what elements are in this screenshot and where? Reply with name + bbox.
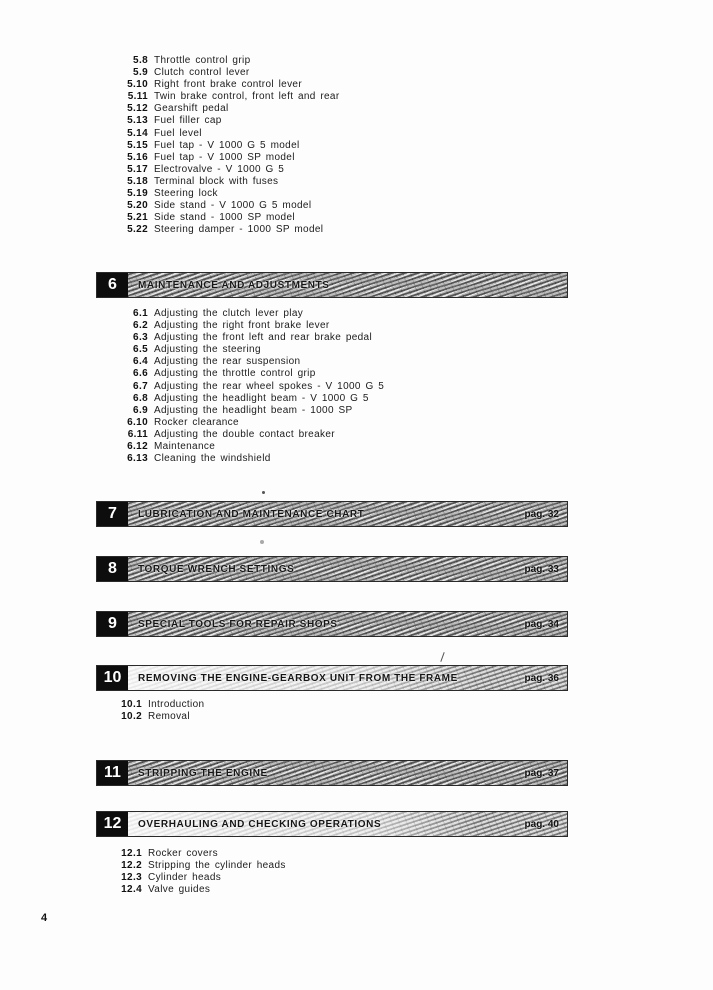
chapter-page-ref: pag. 32 bbox=[524, 508, 559, 520]
toc-entry-title: Side stand - 1000 SP model bbox=[154, 212, 295, 224]
scan-speck bbox=[260, 540, 264, 544]
toc-entry-title: Adjusting the steering bbox=[154, 344, 261, 356]
toc-entry-number: 12.1 bbox=[121, 848, 142, 859]
toc-entry bbox=[118, 308, 384, 320]
toc-entry bbox=[118, 381, 384, 393]
toc-entry-title: Adjusting the headlight beam - V 1000 G 5 bbox=[154, 392, 369, 404]
toc-entry-title: Steering damper - 1000 SP model bbox=[154, 224, 324, 236]
toc-entry-number: 10.2 bbox=[121, 711, 142, 723]
chapter-title: SPECIAL TOOLS FOR REPAIR SHOPS bbox=[138, 618, 338, 630]
toc-entry bbox=[112, 884, 286, 896]
toc-entry-number: 5.9 bbox=[133, 67, 148, 79]
toc-entry bbox=[118, 188, 340, 200]
toc-entry-title: Steering lock bbox=[154, 188, 218, 200]
chapter-number: 6 bbox=[97, 273, 128, 297]
toc-entry-title: Terminal block with fuses bbox=[154, 175, 279, 187]
section-10-list bbox=[112, 699, 204, 723]
chapter-page-ref: pag. 34 bbox=[524, 618, 559, 630]
toc-entry bbox=[118, 453, 384, 465]
chapter-number: 12 bbox=[97, 812, 128, 836]
toc-entry bbox=[118, 176, 340, 188]
toc-entry-number: 6.7 bbox=[133, 380, 148, 392]
page-number: 4 bbox=[41, 912, 48, 924]
scan-speck bbox=[262, 491, 265, 494]
chapter-title: LUBRICATION AND MAINTENANCE CHART bbox=[138, 508, 365, 520]
toc-entry bbox=[112, 860, 286, 872]
toc-entry-title: Fuel tap - V 1000 SP model bbox=[154, 151, 295, 163]
toc-entry-title: Rocker clearance bbox=[154, 416, 239, 428]
toc-entry-number: 5.17 bbox=[127, 163, 148, 175]
chapter-page-ref: pag. 40 bbox=[524, 818, 559, 830]
section-6-list bbox=[118, 308, 384, 465]
toc-entry-title: Valve guides bbox=[148, 884, 211, 896]
toc-entry bbox=[118, 344, 384, 356]
toc-entry-title: Adjusting the clutch lever play bbox=[154, 308, 304, 319]
toc-entry-title: Removal bbox=[148, 711, 190, 723]
toc-entry-title: Adjusting the throttle control grip bbox=[154, 368, 316, 380]
toc-entry bbox=[112, 872, 286, 884]
toc-entry-number: 6.11 bbox=[127, 428, 148, 440]
chapter-page-ref: pag. 33 bbox=[524, 563, 559, 575]
toc-entry-title: Fuel tap - V 1000 G 5 model bbox=[154, 139, 300, 151]
toc-entry bbox=[112, 699, 204, 711]
toc-entry-number: 10.1 bbox=[121, 699, 142, 710]
toc-entry-number: 12.3 bbox=[121, 872, 142, 884]
toc-entry bbox=[118, 55, 340, 67]
chapter-9-banner bbox=[96, 611, 568, 637]
toc-entry-number: 5.18 bbox=[127, 175, 148, 187]
toc-entry-number: 6.2 bbox=[133, 320, 148, 332]
toc-entry-number: 5.11 bbox=[127, 91, 148, 103]
toc-entry-number: 6.4 bbox=[133, 356, 148, 368]
toc-entry bbox=[118, 417, 384, 429]
chapter-title: OVERHAULING AND CHECKING OPERATIONS bbox=[138, 818, 382, 830]
toc-entry-title: Adjusting the rear suspension bbox=[154, 356, 301, 368]
chapter-title: STRIPPING THE ENGINE bbox=[138, 767, 268, 779]
chapter-number: 7 bbox=[97, 502, 128, 526]
toc-entry bbox=[118, 368, 384, 380]
toc-entry bbox=[118, 152, 340, 164]
toc-entry-title: Cleaning the windshield bbox=[154, 453, 271, 465]
chapter-title-bar bbox=[128, 612, 567, 636]
toc-entry bbox=[112, 848, 286, 860]
toc-entry bbox=[118, 140, 340, 152]
chapter-title-bar bbox=[128, 812, 567, 836]
chapter-number: 8 bbox=[97, 557, 128, 581]
toc-entry bbox=[118, 115, 340, 127]
toc-entry bbox=[118, 405, 384, 417]
chapter-number: 9 bbox=[97, 612, 128, 636]
chapter-title-bar bbox=[128, 761, 567, 785]
toc-entry-number: 6.6 bbox=[133, 368, 148, 380]
toc-entry-title: Adjusting the front left and rear brake pedal bbox=[154, 332, 373, 344]
toc-entry bbox=[118, 320, 384, 332]
toc-entry-title: Adjusting the headlight beam - 1000 SP bbox=[154, 404, 353, 416]
toc-entry-number: 6.1 bbox=[133, 308, 148, 319]
toc-entry-title: Maintenance bbox=[154, 441, 216, 453]
toc-entry-title: Stripping the cylinder heads bbox=[148, 860, 286, 872]
toc-entry-title: Electrovalve - V 1000 G 5 bbox=[154, 163, 285, 175]
toc-entry bbox=[118, 200, 340, 212]
toc-entry-number: 5.8 bbox=[133, 55, 148, 66]
chapter-page-ref: pag. 36 bbox=[524, 672, 559, 684]
toc-entry-number: 6.9 bbox=[133, 404, 148, 416]
section-5-list bbox=[118, 55, 340, 236]
toc-entry bbox=[118, 356, 384, 368]
toc-entry-title: Clutch control lever bbox=[154, 67, 250, 79]
toc-entry bbox=[118, 212, 340, 224]
toc-entry-title: Gearshift pedal bbox=[154, 103, 229, 115]
toc-entry-number: 5.19 bbox=[127, 188, 148, 200]
toc-entry bbox=[118, 441, 384, 453]
toc-entry-number: 6.3 bbox=[133, 332, 148, 344]
toc-entry-title: Adjusting the rear wheel spokes - V 1000 G 5 bbox=[154, 380, 385, 392]
toc-entry bbox=[118, 103, 340, 115]
toc-entry bbox=[118, 164, 340, 176]
chapter-title-bar bbox=[128, 666, 567, 690]
chapter-11-banner bbox=[96, 760, 568, 786]
toc-entry-number: 6.12 bbox=[127, 441, 148, 453]
chapter-8-banner bbox=[96, 556, 568, 582]
toc-entry-number: 12.2 bbox=[121, 860, 142, 872]
toc-entry-number: 6.13 bbox=[127, 453, 148, 465]
toc-entry-title: Adjusting the right front brake lever bbox=[154, 320, 330, 332]
toc-entry-number: 5.21 bbox=[127, 212, 148, 224]
chapter-12-banner bbox=[96, 811, 568, 837]
toc-entry-title: Adjusting the double contact breaker bbox=[154, 428, 335, 440]
chapter-10-banner bbox=[96, 665, 568, 691]
toc-entry-title: Rocker covers bbox=[148, 848, 218, 859]
chapter-title: TORQUE WRENCH SETTINGS bbox=[138, 563, 295, 575]
toc-entry-title: Fuel level bbox=[154, 127, 202, 139]
toc-entry-number: 6.8 bbox=[133, 392, 148, 404]
toc-entry-number: 5.15 bbox=[127, 139, 148, 151]
chapter-number: 11 bbox=[97, 761, 128, 785]
chapter-title-bar bbox=[128, 273, 567, 297]
toc-entry-title: Throttle control grip bbox=[154, 55, 251, 66]
toc-entry bbox=[118, 79, 340, 91]
toc-entry bbox=[112, 711, 204, 723]
toc-entry-number: 5.16 bbox=[127, 151, 148, 163]
toc-entry-title: Fuel filler cap bbox=[154, 115, 222, 127]
toc-entry-title: Introduction bbox=[148, 699, 205, 710]
toc-entry-number: 6.5 bbox=[133, 344, 148, 356]
toc-entry-number: 5.20 bbox=[127, 200, 148, 212]
toc-entry bbox=[118, 429, 384, 441]
toc-entry-number: 5.13 bbox=[127, 115, 148, 127]
chapter-title-bar bbox=[128, 557, 567, 581]
section-12-list bbox=[112, 848, 286, 896]
chapter-title-bar bbox=[128, 502, 567, 526]
toc-entry bbox=[118, 91, 340, 103]
toc-entry bbox=[118, 393, 384, 405]
toc-entry-number: 5.12 bbox=[127, 103, 148, 115]
chapter-title: REMOVING THE ENGINE-GEARBOX UNIT FROM THE FRAME bbox=[138, 672, 458, 684]
toc-entry bbox=[118, 332, 384, 344]
toc-entry-title: Side stand - V 1000 G 5 model bbox=[154, 200, 312, 212]
chapter-title: MAINTENANCE AND ADJUSTMENTS bbox=[138, 279, 330, 291]
scan-mark bbox=[440, 652, 444, 662]
toc-entry bbox=[118, 224, 340, 236]
chapter-number: 10 bbox=[97, 666, 128, 690]
toc-entry-number: 5.10 bbox=[127, 79, 148, 91]
chapter-7-banner bbox=[96, 501, 568, 527]
toc-entry bbox=[118, 128, 340, 140]
toc-entry-title: Twin brake control, front left and rear bbox=[154, 91, 340, 103]
chapter-6-banner bbox=[96, 272, 568, 298]
toc-entry bbox=[118, 67, 340, 79]
toc-entry-number: 12.4 bbox=[121, 884, 142, 896]
toc-entry-title: Right front brake control lever bbox=[154, 79, 303, 91]
chapter-page-ref: pag. 37 bbox=[524, 767, 559, 779]
toc-entry-number: 5.22 bbox=[127, 224, 148, 236]
toc-entry-title: Cylinder heads bbox=[148, 872, 222, 884]
toc-entry-number: 6.10 bbox=[127, 416, 148, 428]
toc-entry-number: 5.14 bbox=[127, 127, 148, 139]
